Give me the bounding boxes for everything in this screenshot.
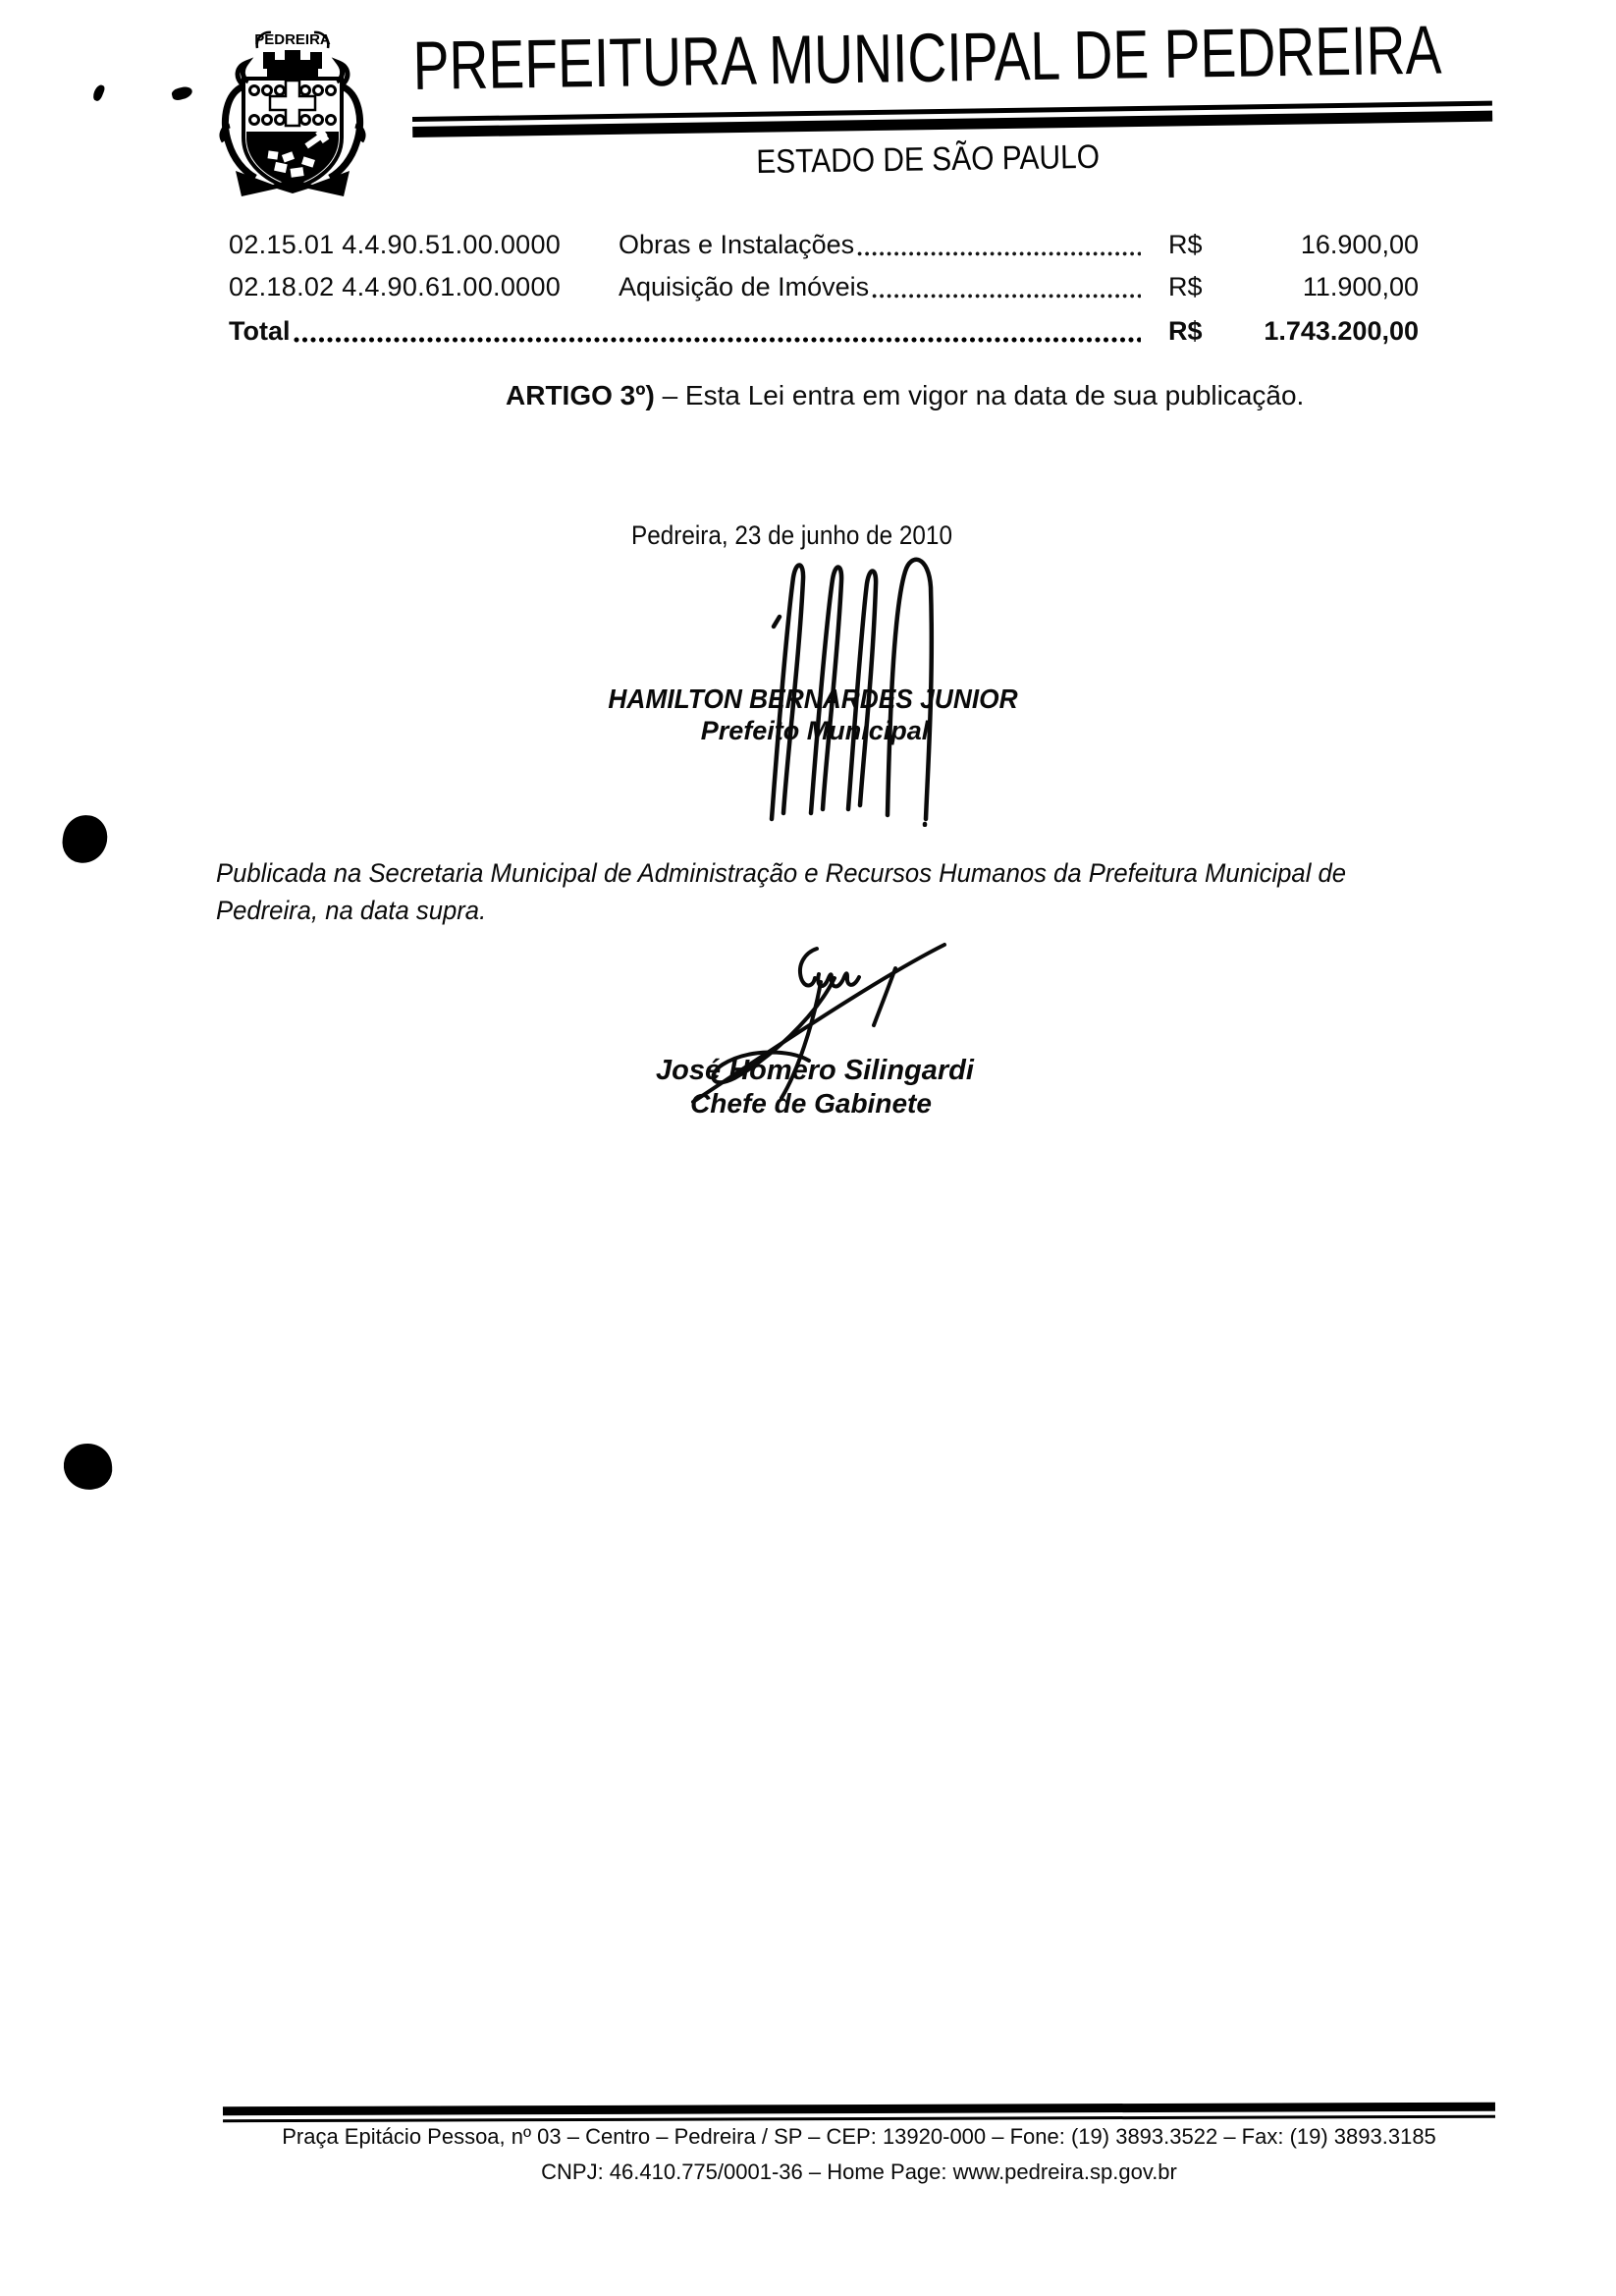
currency-label: R$ — [1168, 272, 1203, 301]
dateline: Pedreira, 23 de junho de 2010 — [631, 520, 952, 550]
budget-total-row — [229, 316, 1419, 348]
municipal-crest — [214, 27, 371, 196]
budget-row — [229, 272, 1419, 303]
footer-rule-thin — [223, 2115, 1495, 2123]
footer-rule — [223, 2103, 1495, 2123]
chief-name: José Homero Silingardi — [656, 1055, 974, 1086]
mayor-role: Prefeito Municipal — [700, 716, 930, 745]
budget-row — [229, 230, 1419, 261]
footer-rule-thick — [223, 2103, 1495, 2116]
total-label: Total — [229, 316, 291, 346]
ink-speck — [91, 83, 106, 102]
budget-code: 02.15.01 4.4.90.51.00.0000 — [229, 230, 562, 259]
publication-note — [216, 855, 1391, 929]
budget-amount: 16.900,00 — [1300, 230, 1419, 259]
article-text: – Esta Lei entra em vigor na data de sua publicação. — [654, 380, 1305, 410]
dotted-leader — [872, 293, 1141, 300]
footer-address: Praça Epitácio Pessoa, nº 03 – Centro – Pedreira / SP – CEP: 13920-000 – Fone: (19) 3893.3522 – Fax: (19) 3893.3185 — [282, 2124, 1436, 2149]
budget-code: 02.18.02 4.4.90.61.00.0000 — [229, 272, 562, 301]
article-label: ARTIGO 3º) — [506, 380, 655, 410]
crest-banner-text: PEDREIRA — [254, 31, 331, 48]
dotted-leader — [294, 336, 1142, 344]
budget-description: Aquisição de Imóveis — [619, 272, 870, 301]
budget-amount: 11.900,00 — [1302, 272, 1419, 301]
ink-speck — [171, 85, 193, 102]
punch-hole — [62, 1442, 115, 1493]
header-rule — [412, 101, 1492, 137]
document-title: PREFEITURA MUNICIPAL DE PEDREIRA — [411, 11, 1442, 104]
publication-note-line2: Pedreira, na data supra. — [216, 895, 487, 925]
document-subtitle: ESTADO DE SÃO PAULO — [756, 137, 1101, 181]
publication-note-line1: Publicada na Secretaria Municipal de Administração e Recursos Humanos da Prefeitura Municipal de — [216, 858, 1347, 888]
article-line — [506, 381, 1304, 410]
coat-of-arms-icon — [214, 27, 371, 196]
currency-label: R$ — [1168, 316, 1203, 346]
total-amount: 1.743.200,00 — [1264, 316, 1419, 346]
currency-label: R$ — [1168, 230, 1203, 259]
footer-cnpj: CNPJ: 46.410.775/0001-36 – Home Page: www.pedreira.sp.gov.br — [541, 2159, 1177, 2184]
mayor-name: HAMILTON BERNARDES JUNIOR — [608, 683, 1018, 714]
punch-hole — [59, 812, 110, 866]
budget-description: Obras e Instalações — [619, 230, 855, 259]
chief-role: Chefe de Gabinete — [690, 1088, 932, 1119]
dotted-leader — [857, 250, 1141, 257]
